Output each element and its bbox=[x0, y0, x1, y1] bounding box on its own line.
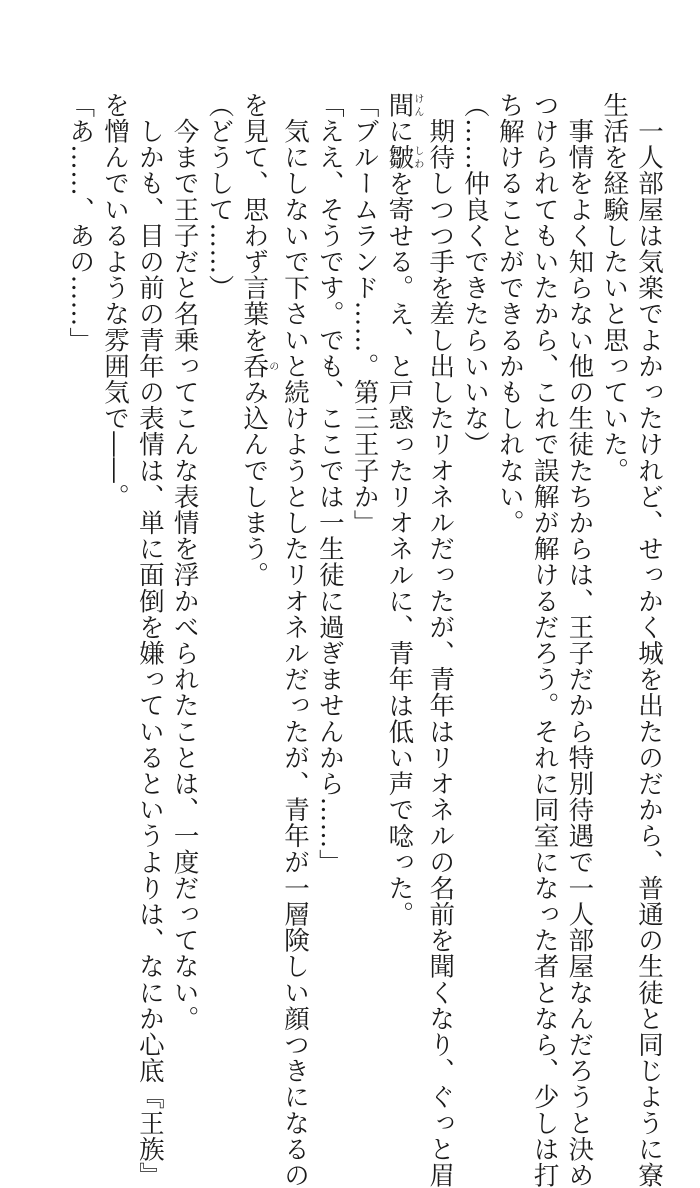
text-line: つけられてもいたから、これで誤解が解けるだろう。それに同室になった者となら、少しは打 bbox=[529, 92, 560, 1188]
text-line: 生活を経験したいと思っていた。 bbox=[599, 92, 630, 484]
text-line: （……仲良くできたらいいな） bbox=[460, 92, 491, 458]
text-line: （どうして……） bbox=[204, 92, 235, 301]
text-line: 「あ……、あの……」 bbox=[65, 92, 96, 353]
text-line: 「ええ、そうです。でも、ここでは一生徒に過ぎませんから……」 bbox=[314, 92, 345, 875]
text-line: 「ブルームランド……。第三王子か」 bbox=[349, 92, 380, 536]
ruby-word: 間けん bbox=[384, 92, 423, 119]
text-line: 事情をよく知らない他の生徒たちからは、王子だから特別待遇で一人部屋なんだろうと決め bbox=[564, 92, 595, 1188]
text-line: ち解けることができるかもしれない。 bbox=[494, 92, 525, 536]
text-line-with-ruby: 間けんに皺しわを寄せる。え、と戸惑ったリオネルに、青年は低い声で唸った。 bbox=[384, 92, 423, 928]
text-line: 一人部屋は気楽でよかったけれど、せっかく城を出たのだから、普通の生徒と同じように寮 bbox=[634, 92, 664, 1188]
vertical-text-body bbox=[62, 92, 666, 1188]
text-line: 気にしないで下さいと続けようとしたリオネルだったが、青年が一層険しい顔つきになるの bbox=[280, 92, 311, 1188]
text-line: 今まで王子だと名乗ってこんな表情を浮かべられたことは、一度だってない。 bbox=[169, 92, 200, 1032]
ruby-word: 呑の bbox=[239, 353, 278, 380]
text-line: しかも、目の前の青年の表情は、単に面倒を嫌っているというよりは、なにか心底『王族』 bbox=[134, 92, 165, 1188]
text-line: を憎んでいるような雰囲気で――。 bbox=[100, 92, 131, 510]
ruby-word: 皺しわ bbox=[384, 144, 423, 171]
text-line: 期待しつつ手を差し出したリオネルだったが、青年はリオネルの名前を聞くなり、ぐっと眉 bbox=[425, 92, 456, 1188]
text-line-with-ruby: を見て、思わず言葉を呑のみ込んでしまう。 bbox=[239, 92, 278, 588]
